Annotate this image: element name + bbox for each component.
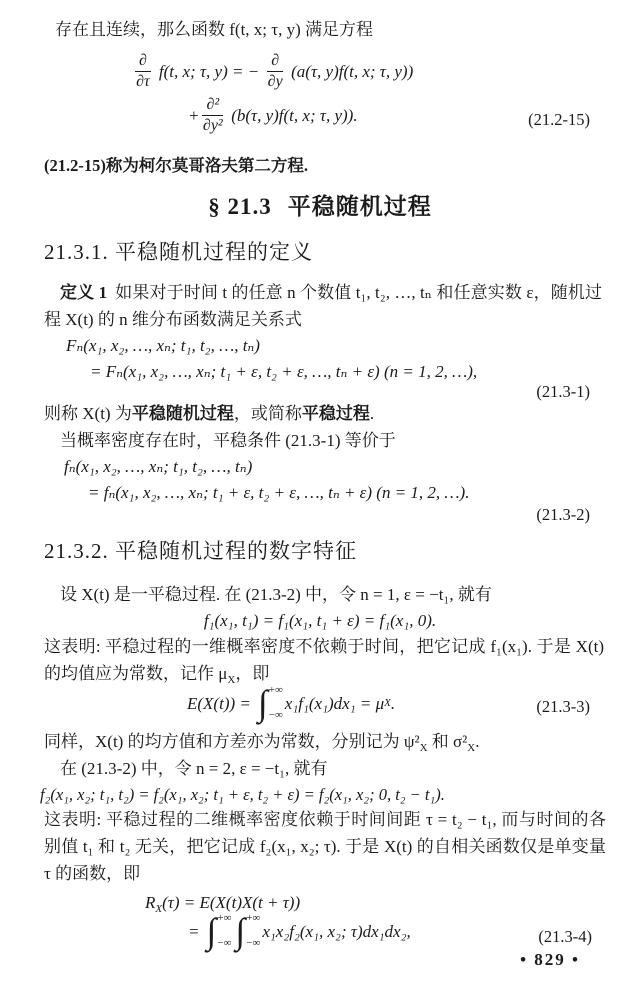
psi-subscript: X (419, 742, 428, 754)
integral-sign: ∫ +∞ −∞ (257, 683, 283, 723)
eq33-end: . (390, 693, 396, 713)
equation-number-21-3-2: (21.3-2) (536, 505, 590, 524)
eq15-segment1: f(t, x; τ, y) = − (158, 62, 260, 82)
shows1-post: ，即 (235, 664, 270, 683)
equation-number-21-3-1: (21.3-1) (536, 382, 590, 401)
intro-text: 存在且连续，那么函数 f(t, x; τ, y) 满足方程 (55, 20, 374, 39)
definition-label: 定义 1 (60, 283, 108, 302)
plus-sign: + (188, 106, 200, 126)
f2-equation: f₂(x₁, x₂; t₁, t₂) = f₂(x₁, x₂; t₁ + ε, t₂ + ε) = f₂(x₁, x₂; 0, t₂ − t₁). (40, 785, 445, 804)
equation-21-3-2-line1: fₙ(x₁, x₂, …, xₙ; t₁, t₂, …, tₙ) (64, 457, 253, 476)
rx-symbol: R (145, 893, 156, 912)
eq15-segment3: (b(τ, y)f(t, x; τ, y)). (231, 106, 358, 126)
rx-subscript: X (155, 903, 163, 915)
then-called-line (44, 400, 374, 427)
subsection-1-heading: 21.3.1. 平稳随机过程的定义 (44, 240, 313, 264)
equation-21-3-1-line2: = Fₙ(x₁, x₂, …, xₙ; t₁ + ε, t₂ + ε, …, tₙ + ε) (n = 1, 2, …), (90, 362, 478, 381)
then-mid: ，或简称 (233, 404, 302, 423)
section-title: 平稳随机过程 (287, 194, 432, 219)
equation-number-21-2-15: (21.2-15) (528, 110, 590, 129)
stationary-process-term: 平稳随机过程 (131, 404, 234, 423)
subsection-2-heading: 21.3.2. 平稳随机过程的数字特征 (44, 539, 357, 563)
eq34-equals: = (188, 921, 200, 941)
section-number: § 21.3 (208, 194, 272, 219)
eq15-segment2: (a(τ, y)f(t, x; τ, y)) (291, 62, 414, 82)
short-term: 平稳过程 (301, 404, 370, 423)
variance-seg3: . (475, 732, 480, 751)
definition-paragraph (44, 279, 602, 333)
integral2-upper-limit: +∞ (246, 912, 261, 924)
eq34-body: x₁x₂f₂(x₁, x₂; τ)dx₁dx₂, (262, 921, 411, 941)
eq33-lhs: E(X(t)) = (187, 693, 251, 713)
then-post: . (369, 404, 375, 423)
partial-y-fraction: $\frac{\partial}{\partial y}$ (267, 52, 283, 91)
definition-text: 如果对于时间 t 的任意 n 个数值 t₁, t₂, …, tₙ 和任意实数 ε，随机过程 X(t) 的 n 维分布函数满足关系式 (44, 283, 602, 329)
equation-21-3-2-line2: = fₙ(x₁, x₂, …, xₙ; t₁ + ε, t₂ + ε, …, tₙ + ε) (n = 1, 2, …). (88, 483, 470, 502)
partial-tau-fraction: $\frac{\partial}{\partial\tau}$ (136, 52, 150, 91)
f1-equation: f₁(x₁, t₁) = f₁(x₁, t₁ + ε) = f₁(x₁, 0). (203, 611, 437, 630)
sigma-subscript: X (467, 742, 476, 754)
equation-21-3-1-line1: Fₙ(x₁, x₂, …, xₙ; t₁, t₂, …, tₙ) (66, 336, 260, 355)
eq33-mu-subscript: X (384, 696, 391, 709)
integral-sign-1: ∫ +∞ −∞ (206, 911, 232, 951)
autocorrelation-equation-line2 (183, 911, 411, 951)
integral2-lower-limit: −∞ (246, 937, 261, 949)
equation-21-2-15-line1 (132, 52, 418, 92)
variance-seg2: 和 σ² (427, 732, 468, 751)
shows1-pre: 这表明: 平稳过程的一维概率密度不依赖于时间，把它记成 f₁(x₁). 于是 X(t) 的均值应为常数，记作 μ (44, 637, 604, 683)
integral1-lower-limit: −∞ (217, 937, 232, 949)
integral-lower-limit: −∞ (268, 709, 283, 721)
section-heading (0, 193, 640, 220)
integral-sign-2: ∫ +∞ −∞ (235, 911, 261, 951)
page-number: • 829 • (520, 950, 580, 969)
density-condition-line: 当概率密度存在时，平稳条件 (21.3-1) 等价于 (60, 431, 396, 450)
equation-number-21-3-4: (21.3-4) (538, 927, 592, 946)
integral-upper-limit: +∞ (268, 684, 283, 696)
mu-subscript: X (227, 674, 236, 686)
two-dim-density-paragraph: 这表明: 平稳过程的二维概率密度依赖于时间间距 τ = t₂ − t₁, 而与时间的各别值 t₁ 和 t₂ 无关，把它记成 f₂(x₁, x₂; τ). 于是 X(t) 的自相关函数仅是单变量 τ 的函数，即 (44, 810, 606, 883)
then-pre: 则称 X(t) 为 (44, 404, 132, 423)
partial-y2-fraction: $\frac{\text{∂²}}{\text{∂y²}}$ (202, 96, 223, 135)
kolmogorov-note: (21.2-15)称为柯尔莫哥洛夫第二方程. (44, 156, 308, 175)
rx-rest: (τ) = E(X(t)X(t + τ)) (162, 893, 301, 912)
equation-21-3-3 (182, 683, 395, 723)
equation-number-21-3-3: (21.3-3) (536, 697, 590, 716)
variance-seg1: 同样，X(t) 的均方值和方差亦为常数，分别记为 ψ² (44, 732, 420, 751)
intro-line (55, 16, 373, 43)
integral1-upper-limit: +∞ (217, 912, 232, 924)
equation-21-2-15-line2 (188, 96, 363, 136)
set-process-line: 设 X(t) 是一平稳过程. 在 (21.3-2) 中，令 n = 1, ε = −t₁, 就有 (60, 585, 492, 604)
let-n2-line: 在 (21.3-2) 中，令 n = 2, ε = −t₁, 就有 (60, 759, 328, 778)
eq33-body: x₁f₁(x₁)dx₁ = μ (284, 693, 385, 713)
